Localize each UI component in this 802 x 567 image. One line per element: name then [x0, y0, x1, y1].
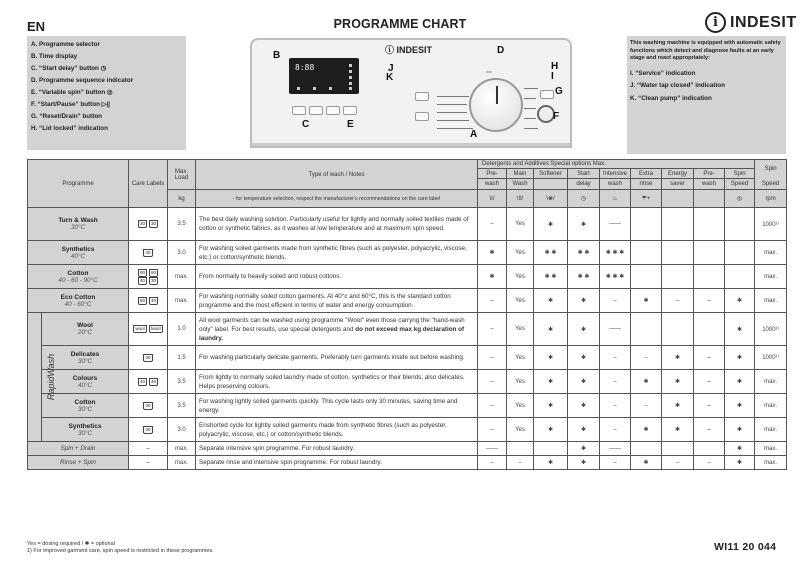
option-cell: 1000¹⁾ — [755, 346, 787, 370]
mainwash-icon: \II/ — [507, 190, 534, 208]
option-cell: 1000¹⁾ — [755, 313, 787, 346]
header-mainwash-l2: Wash — [507, 179, 534, 190]
care-labels-cell — [129, 241, 168, 265]
header-energy-saver: Energy — [662, 169, 694, 179]
controls-legend — [27, 36, 186, 150]
option-cell: – — [694, 456, 725, 470]
option-cell: max. — [755, 418, 787, 442]
legend-item-g: G. “Reset/Drain” button — [31, 113, 103, 120]
option-cell: – — [478, 346, 507, 370]
option-cell: – — [662, 456, 694, 470]
option-cell: – — [478, 313, 507, 346]
option-cell: —— — [600, 208, 631, 241]
option-cell: ✱ — [568, 208, 600, 241]
notes-cell: From normally to heavily soiled and robust cottons. — [196, 265, 478, 289]
option-cell: – — [631, 394, 662, 418]
option-cell — [694, 265, 725, 289]
option-cell: ✱ — [534, 289, 568, 313]
option-cell — [631, 313, 662, 346]
notes-cell: Separate rinse and intensive spin programme. For robust laundry. — [196, 456, 478, 470]
footnote-1: 1) For improved garment care, spin speed is restricted in these programmes. — [27, 548, 214, 554]
care-label-icon: 40 — [151, 297, 157, 303]
option-cell: – — [600, 346, 631, 370]
care-labels-cell — [129, 394, 168, 418]
option-cell: ✱ — [478, 241, 507, 265]
option-cell: Yes — [507, 418, 534, 442]
programme-name-cell: Synthetics 30°C — [42, 418, 129, 442]
programme-name-cell: Spin + Drain — [28, 442, 129, 456]
care-label-icon: 30 — [151, 277, 157, 283]
header-type-of-wash-sub: - for temperature selection, respect the manufacturer's recommendations on the care label — [196, 190, 478, 208]
option-cell: ✱ — [631, 289, 662, 313]
legend-item-d: D. Programme sequence indicator — [31, 77, 134, 84]
option-cell: ✱ — [662, 346, 694, 370]
option-cell: – — [600, 289, 631, 313]
option-cell: ✱ — [568, 442, 600, 456]
display-digits: 8:88 — [295, 63, 315, 72]
care-label-icon: 30 — [151, 221, 157, 226]
care-label-icon: 90 — [139, 269, 145, 275]
care-label-icon: 30 — [145, 402, 151, 408]
header-mainwash: Main — [507, 169, 534, 179]
max-load-cell: max. — [168, 442, 196, 456]
option-cell: ✱ — [534, 456, 568, 470]
programme-name-cell: Cotton 30°C — [42, 394, 129, 418]
option-cell: Yes — [507, 394, 534, 418]
callout-e: E — [347, 119, 354, 130]
option-cell: ✱ ✱ — [568, 241, 600, 265]
notes-cell: All wool garments can be washed using programme "Wool" even those carryng the "hand-wash only" label. For best results, use special detergents and do not exceed max kg declaration of laundry. — [196, 313, 478, 346]
notes-cell: From lightly to normally soiled laundry made of cotton, synthetics or their blends; also delicates. Helps preserving colours. — [196, 370, 478, 394]
callout-h: H — [551, 61, 559, 72]
max-load-cell: max. — [168, 289, 196, 313]
care-labels-cell — [129, 265, 168, 289]
reset-drain-button — [540, 90, 554, 99]
option-cell: ✱ — [725, 289, 755, 313]
header-energy-saver-l2: saver — [662, 179, 694, 190]
option-cell: – — [600, 456, 631, 470]
care-labels-cell — [129, 418, 168, 442]
legend-item-b: B. Time display — [31, 53, 78, 60]
option-cell — [631, 265, 662, 289]
option-cell — [725, 265, 755, 289]
prewash-icon: \I/ — [478, 190, 507, 208]
option-cell: ✱ — [662, 394, 694, 418]
option-cell: – — [694, 289, 725, 313]
option-cell: Yes — [507, 313, 534, 346]
option-cell: ✱ — [631, 370, 662, 394]
max-load-cell: 1.0 — [168, 313, 196, 346]
option-cell: ✱ — [568, 313, 600, 346]
option-cell: – — [694, 418, 725, 442]
control-panel-diagram: ⓘ INDESIT 8:88 OFF — [250, 38, 572, 148]
page-title: PROGRAMME CHART — [333, 17, 467, 31]
i-circle-logo-icon: i — [705, 12, 726, 33]
header-extra-rinse: Extra — [631, 169, 662, 179]
spin-icon: ◎ — [725, 190, 755, 208]
option-cell: ✱ — [725, 442, 755, 456]
table-row — [28, 313, 787, 346]
language-code: EN — [27, 19, 46, 34]
option-cell — [694, 442, 725, 456]
callout-g: G — [555, 86, 563, 97]
care-label-icon: 40 — [151, 378, 157, 384]
option-cell: max. — [755, 370, 787, 394]
table-row — [28, 394, 787, 418]
programme-name-cell: Colours 40°C — [42, 370, 129, 394]
option-cell — [694, 241, 725, 265]
programme-name-cell: Cotton 40 - 60 - 90°C — [28, 265, 129, 289]
option-cell: ✱ — [662, 370, 694, 394]
option-cell: ✱ — [725, 313, 755, 346]
header-type-of-wash: Type of wash / Notes — [196, 160, 478, 190]
notes-cell: For washing normally soiled cotton garments. At 40°c and 60°C, this is the standard cotton programme and the most efficient in terms of water and energy consumption. — [196, 289, 478, 313]
header-rpm-unit: rpm — [755, 190, 787, 208]
option-cell: – — [478, 208, 507, 241]
table-row — [28, 289, 787, 313]
option-cell: – — [478, 370, 507, 394]
option-cell — [631, 208, 662, 241]
option-cell: – — [600, 418, 631, 442]
notes-cell: For washing soiled garments made from synthetic fibres (such as polyester, polyacrylic, viscose, etc.) or cotton/synthetic blends. — [196, 241, 478, 265]
option-cell: ✱ ✱ — [568, 265, 600, 289]
header-option-groups: Detergents and Additives Special options Max. — [478, 160, 755, 169]
care-labels-cell — [129, 370, 168, 394]
option-cell: —— — [600, 313, 631, 346]
header-max-load-unit: kg — [168, 190, 196, 208]
programme-name-cell: Synthetics 40°C — [28, 241, 129, 265]
option-cell: Yes — [507, 208, 534, 241]
notes-cell: Enshorted cycle for lightly soiled garments made from synthetic fibres (such as polyester, polyacrylic, viscose, etc.) or cotton/synthetic blends. — [196, 418, 478, 442]
callout-f: F — [553, 111, 560, 122]
energy-saver-icon — [662, 190, 694, 208]
care-label-icon: wool — [135, 326, 145, 331]
programme-name-cell: Turn & Wash 30°C — [28, 208, 129, 241]
max-load-cell: max. — [168, 456, 196, 470]
option-cell — [631, 241, 662, 265]
option-cell: ✱ — [568, 346, 600, 370]
care-label-icon: 60 — [139, 297, 145, 303]
softener-icon: \❀/ — [534, 190, 568, 208]
option-cell: Yes — [507, 241, 534, 265]
care-label-icon: 30 — [145, 426, 151, 432]
table-row — [28, 370, 787, 394]
max-load-cell: 1.5 — [168, 346, 196, 370]
callout-a: A — [470, 129, 478, 140]
option-cell: —— — [478, 442, 507, 456]
option-cell: ✱ — [725, 394, 755, 418]
table-row — [28, 346, 787, 370]
header-spin-speed: Spin — [725, 169, 755, 179]
option-cell: – — [507, 456, 534, 470]
option-cell: ✱ ✱ ✱ — [600, 241, 631, 265]
option-cell: – — [478, 456, 507, 470]
header-max-load: Max. Load — [168, 160, 196, 190]
care-labels-cell — [129, 346, 168, 370]
option-cell: – — [662, 289, 694, 313]
care-labels-cell — [129, 289, 168, 313]
brand-name: INDESIT — [730, 13, 797, 31]
option-cell: Yes — [507, 370, 534, 394]
table-row — [28, 241, 787, 265]
care-label-icon: 40 — [145, 249, 151, 255]
header-spin-rpm-l2: Speed — [755, 179, 787, 190]
rapidwash-group-label: RapidWash — [28, 313, 42, 442]
option-cell: – — [478, 418, 507, 442]
option-cell — [662, 265, 694, 289]
option-cell — [662, 313, 694, 346]
option-cell: max. — [755, 289, 787, 313]
max-load-cell: 3.0 — [168, 241, 196, 265]
table-row — [28, 418, 787, 442]
care-labels-cell — [129, 313, 168, 346]
care-label-icon: 30 — [139, 221, 145, 226]
option-cell: 1000¹⁾ — [755, 208, 787, 241]
option-cell — [694, 313, 725, 346]
header-softener-l2 — [534, 179, 568, 190]
programme-name-cell: Rinse + Spin — [28, 456, 129, 470]
notes-cell: The best daily washing solution. Particularly useful for lightly and normally soiled textiles made of cotton or synthetic fabrics, as it washes at low temperature and at maximum spin speed. — [196, 208, 478, 241]
care-label-icon: 30 — [145, 354, 151, 360]
option-button-2 — [309, 106, 323, 115]
header-spin-rpm-top: Spin — [755, 160, 787, 179]
header-prewash-l2: wash — [478, 179, 507, 190]
table-row — [28, 208, 787, 241]
legend-item-i: I. “Service” indication — [630, 69, 696, 77]
panel-side-button-1 — [415, 92, 429, 101]
option-cell: max. — [755, 442, 787, 456]
option-cell: Yes — [507, 289, 534, 313]
max-load-cell: max. — [168, 265, 196, 289]
option-cell: ✱ — [534, 394, 568, 418]
variable-spin-button — [343, 106, 357, 115]
option-cell: Yes — [507, 265, 534, 289]
clock-icon: ◷ — [568, 190, 600, 208]
programme-name-cell: Eco Cotton 40 - 60°C — [28, 289, 129, 313]
notes-cell: For washing particularly delicate garments. Preferably turn garments inside out before washing. — [196, 346, 478, 370]
care-label-icon: hand — [150, 326, 161, 331]
panel-side-button-2 — [415, 112, 429, 121]
option-cell: max. — [755, 456, 787, 470]
header-prewash: Pre- — [478, 169, 507, 179]
start-delay-button — [292, 106, 306, 115]
legend-item-e: E. “Variable spin” button ◎ — [31, 89, 113, 96]
option-cell: ✱ — [568, 394, 600, 418]
max-load-cell: 3.0 — [168, 418, 196, 442]
option-cell — [631, 442, 662, 456]
option-cell: ✱ — [631, 418, 662, 442]
option-cell: ✱ — [725, 370, 755, 394]
shirt-icon: ♨ — [600, 190, 631, 208]
callout-c: C — [302, 119, 310, 130]
option-cell: – — [694, 346, 725, 370]
max-load-cell: 3.5 — [168, 208, 196, 241]
option-cell — [725, 208, 755, 241]
callout-i: I — [551, 71, 554, 82]
option-cell: ✱ — [662, 418, 694, 442]
care-labels-cell: – — [129, 456, 168, 470]
option-cell: ✱ — [725, 456, 755, 470]
legend-item-c: C. “Start delay” button ◷ — [31, 65, 107, 72]
option-cell: ✱ — [534, 346, 568, 370]
option-cell — [694, 208, 725, 241]
notes-cell: Separate intensive spin programme. For robust laundry. — [196, 442, 478, 456]
option-cell: – — [694, 394, 725, 418]
legend-item-f: F. “Start/Pause” button ▷|| — [31, 101, 111, 108]
safety-legend — [627, 36, 786, 154]
option-cell: max. — [755, 241, 787, 265]
option-cell: max. — [755, 394, 787, 418]
option-cell — [507, 442, 534, 456]
brand-logo — [705, 12, 797, 33]
option-cell: ✱ ✱ — [534, 265, 568, 289]
option-cell: ✱ ✱ ✱ — [600, 265, 631, 289]
programme-selector-dial — [469, 78, 523, 132]
care-label-icon: 40 — [139, 378, 145, 384]
option-cell: ✱ — [534, 313, 568, 346]
option-cell: – — [600, 370, 631, 394]
option-cell: ✱ — [568, 418, 600, 442]
option-cell: —— — [600, 442, 631, 456]
legend-item-k: K. “Clean pump” indication — [630, 94, 712, 102]
option-cell: ✱ — [568, 456, 600, 470]
footnote-legend: Yes = dosing required / ✱ = optional — [27, 541, 115, 547]
programme-table — [27, 159, 787, 470]
max-load-cell: 3.5 — [168, 394, 196, 418]
option-cell: Yes — [507, 346, 534, 370]
header-softener: Softener — [534, 169, 568, 179]
time-display — [289, 58, 359, 94]
care-labels-cell — [129, 208, 168, 241]
legend-item-j: J. “Water tap closed” indication — [630, 82, 725, 89]
option-cell — [662, 442, 694, 456]
care-label-icon: 60 — [151, 269, 157, 275]
option-button-3 — [326, 106, 340, 115]
callout-b: B — [273, 50, 281, 61]
option-cell — [725, 241, 755, 265]
callout-k: K — [386, 72, 394, 83]
option-cell: – — [478, 289, 507, 313]
option-cell: ✱ — [725, 418, 755, 442]
option-cell — [662, 208, 694, 241]
model-number: WI11 20 044 — [714, 541, 777, 553]
header-programme: Programme — [28, 160, 129, 208]
care-label-icon: 40 — [139, 277, 145, 283]
prewash-2-icon — [694, 190, 725, 208]
max-load-cell: 3.5 — [168, 370, 196, 394]
option-cell: ✱ — [534, 370, 568, 394]
option-cell: ✱ — [725, 346, 755, 370]
callout-d: D — [497, 45, 505, 56]
header-intensive-l2: wash — [600, 179, 631, 190]
rinse-plus-icon: ☂+ — [631, 190, 662, 208]
option-cell: – — [600, 394, 631, 418]
option-cell: ✱ — [534, 418, 568, 442]
option-cell: ✱ — [478, 265, 507, 289]
programme-name-cell: Delicates 30°C — [42, 346, 129, 370]
header-prewash-2-l2: wash — [694, 179, 725, 190]
header-start-delay-l2: delay — [568, 179, 600, 190]
legend-item-h: H. “Lid locked” indication — [31, 125, 108, 132]
option-cell: – — [478, 394, 507, 418]
header-prewash-2: Pre- — [694, 169, 725, 179]
table-row — [28, 442, 787, 456]
option-cell: ✱ — [631, 456, 662, 470]
option-cell: max. — [755, 265, 787, 289]
header-intensive: Intensive — [600, 169, 631, 179]
option-cell: ✱ ✱ — [534, 241, 568, 265]
option-cell — [534, 442, 568, 456]
legend-item-a: A. Programme selector — [31, 41, 100, 48]
option-cell: – — [631, 346, 662, 370]
option-cell: – — [694, 370, 725, 394]
safety-intro: This washing machine is equipped with automatic safety functions which detect and diagnose faults at an early stage and react appropriately: — [630, 40, 781, 61]
header-spin-speed-l2: Speed — [725, 179, 755, 190]
option-cell: ✱ — [568, 289, 600, 313]
header-extra-rinse-l2: rinse — [631, 179, 662, 190]
option-cell: ✱ — [568, 370, 600, 394]
footnotes — [27, 541, 214, 555]
panel-brand: ⓘ INDESIT — [385, 45, 433, 55]
option-cell: ✱ — [534, 208, 568, 241]
programme-name-cell: Wool 20°C — [42, 313, 129, 346]
care-labels-cell: – — [129, 442, 168, 456]
table-row — [28, 456, 787, 470]
table-row — [28, 265, 787, 289]
header-start-delay: Start — [568, 169, 600, 179]
option-cell — [662, 241, 694, 265]
notes-cell: For washing lightly soiled garments quickly. This cycle lasts only 30 minutes, saving time and energy. — [196, 394, 478, 418]
callout-j: J — [388, 63, 394, 74]
header-care-labels: Care Labels — [129, 160, 168, 208]
